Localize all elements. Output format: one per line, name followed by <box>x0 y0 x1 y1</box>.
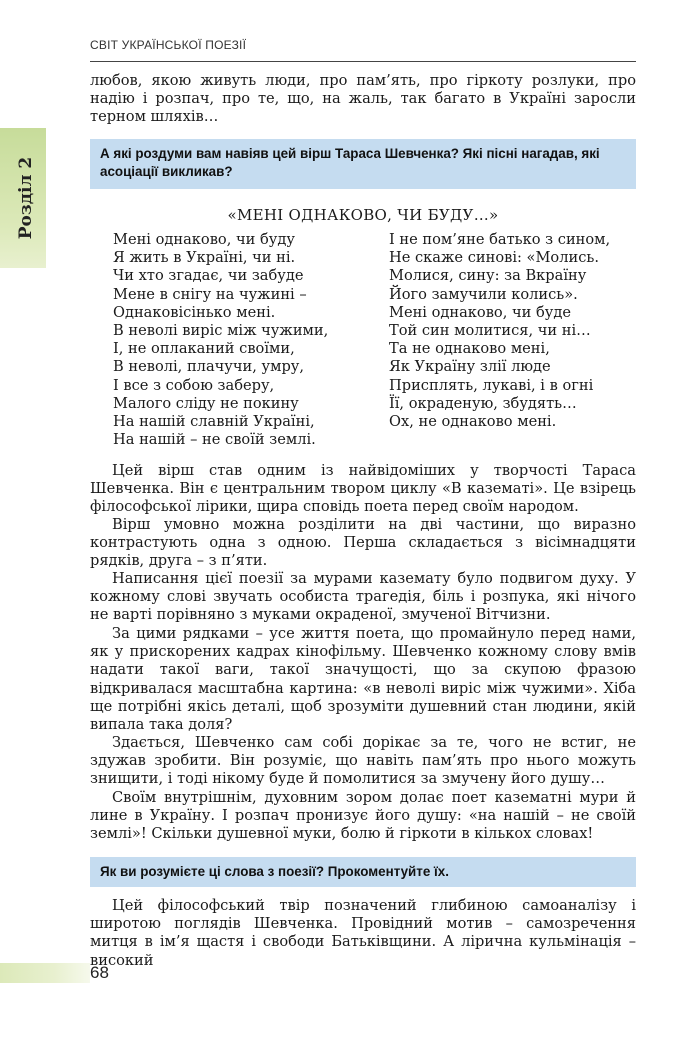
poem-line: Не скаже синові: «Молись. <box>389 249 599 267</box>
poem-line: Чи хто згадає, чи забуде <box>113 267 304 285</box>
page-number: 68 <box>90 963 109 982</box>
poem-line: Молися, сину: за Вкраїну <box>389 267 587 285</box>
poem-line: І, не оплаканий своїми, <box>113 340 295 358</box>
footer-accent-bar <box>0 963 90 983</box>
question-box-2: Як ви розумієте ці слова з поезії? Прокоментуйте їх. <box>90 857 636 887</box>
body-paragraph: Здається, Шевченко сам собі дорікає за те, чого не встиг, не здужав зробити. Він розуміє, що навіть пам’ять про нього можуть знищити, і тоді нікому буде й помолитися за змучену його душу… <box>90 734 636 788</box>
chapter-label: Розділ 2 <box>16 156 36 240</box>
intro-paragraph: любов, якою живуть люди, про пам’ять, про гіркоту розлуки, про надію і розпач, про те, що, на жаль, так багато в Україні заросли терном шляхів… <box>90 72 636 126</box>
poem-line: Той син молитися, чи ні… <box>389 322 591 340</box>
body-paragraph: Вірш умовно можна розділити на дві частини, що виразно контрастують одна з одною. Перша складається з вісімнадцяти рядків, друга – з п’яти. <box>90 516 636 570</box>
poem-line: Як Україну злії люде <box>389 358 551 376</box>
poem-line: І все з собою заберу, <box>113 376 275 394</box>
poem-line: Ох, не однаково мені. <box>389 413 557 431</box>
poem-line: В неволі, плачучи, умру, <box>113 358 305 376</box>
poem-line: Мені однаково, чи буде <box>389 303 572 321</box>
body-paragraph: За цими рядками – усе життя поета, що промайнуло перед нами, як у прискорених кадрах кінофільму. Шевченко кожному слову вмів надати такої ваги, такої значущості, що за скупою фразою відкривалася масштабна картина: «в неволі виріс між чужими». Хіба ще потрібні якісь деталі, щоб зрозуміти душевний стан людини, якій випала така доля? <box>90 625 636 734</box>
poem-line: Я жить в Україні, чи ні. <box>113 249 296 267</box>
closing-paragraph: Цей філософський твір позначений глибиною самоаналізу і широтою поглядів Шевченка. Провідний мотив – самозречення митця в ім’я щастя і свободи Батьківщини. А лірична кульмінація – високий <box>90 897 636 969</box>
poem-line: Її, окраденую, збудять… <box>389 394 577 412</box>
poem-line: Однаковісінько мені. <box>113 303 276 321</box>
poem-line: В неволі виріс між чужими, <box>113 322 329 340</box>
body-paragraph: Своїм внутрішнім, духовним зором долає поет казематні мури й лине в Україну. І розпач пронизує його душу: «на нашій – не своїй землі»! Скільки душевної муки, болю й гіркоти в кількох словах! <box>90 789 636 843</box>
poem-line: Мені однаково, чи буду <box>113 231 295 248</box>
poem-line: Присплять, лукаві, і в огні <box>389 376 594 394</box>
body-paragraph: Цей вірш став одним із найвідоміших у творчості Тараса Шевченка. Він є центральним твором циклу «В казематі». Це взірець філософської лірики, щира сповідь поета перед своїм народом. <box>90 462 636 516</box>
poem-line: Малого сліду не покину <box>113 394 299 412</box>
poem-title: «МЕНІ ОДНАКОВО, ЧИ БУДУ…» <box>227 206 499 224</box>
poem-line: Його замучили колись». <box>389 285 578 303</box>
poem-line: На нашій славній Україні, <box>113 413 315 431</box>
running-header: СВІТ УКРАЇНСЬКОЇ ПОЕЗІЇ <box>90 38 636 62</box>
poem-line: І не пом’яне батько з сином, <box>389 231 611 248</box>
question-box-1: А які роздуми вам навіяв цей вірш Тараса Шевченка? Які пісні нагадав, які асоціації викликав? <box>90 139 636 189</box>
poem-line: На нашій – не своїй землі. <box>113 431 316 449</box>
poem-column-left <box>113 231 328 449</box>
poem-column-right <box>389 231 610 431</box>
poem-line: Та не однаково мені, <box>389 340 550 358</box>
poem-line: Мене в снігу на чужині – <box>113 285 307 303</box>
body-paragraph: Написання цієї поезії за мурами каземату було подвигом духу. У кожному слові звучать особиста трагедія, біль і розпука, які нічого не варті порівняно з муками окраденої, змученої Вітчизни. <box>90 570 636 624</box>
